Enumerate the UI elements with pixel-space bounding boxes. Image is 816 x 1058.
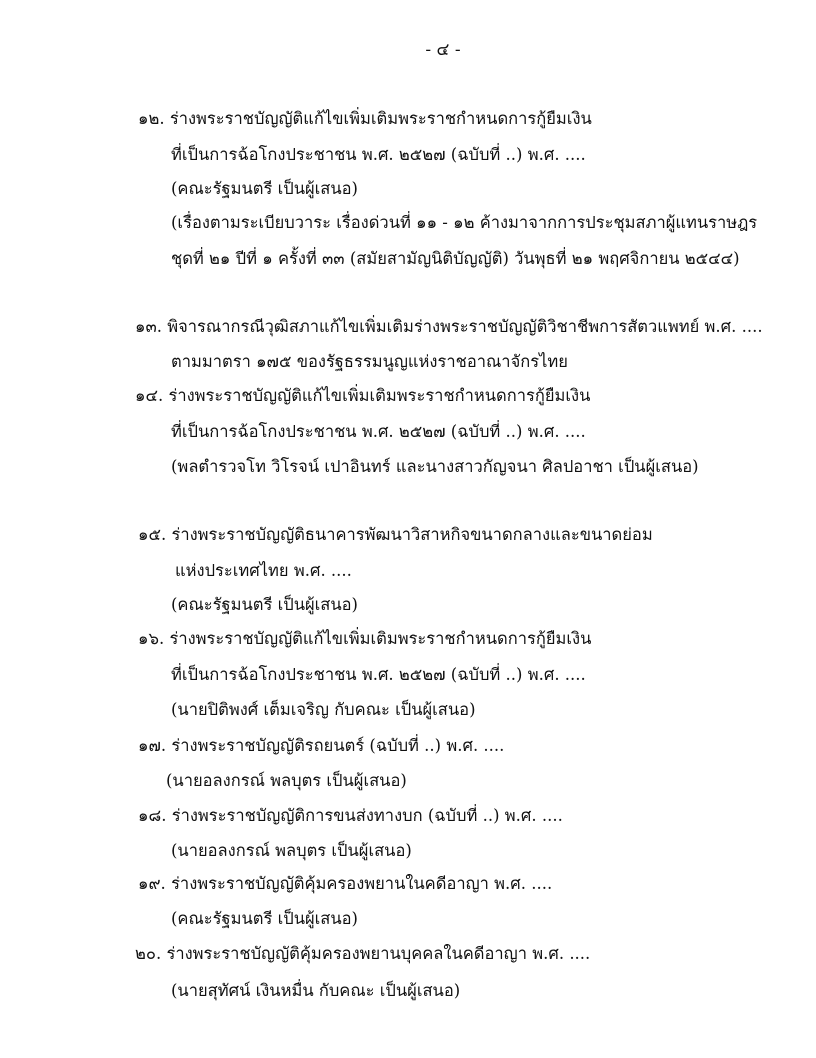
item-title: ร่างพระราชบัญญัติการขนส่งทางบก (ฉบับที่ ..) พ.ศ. .... (171, 806, 563, 825)
agenda-item-12-line: (คณะรัฐมนตรี เป็นผู้เสนอ) (171, 179, 358, 198)
agenda-item-16-title (138, 631, 591, 648)
agenda-item-13-title (135, 319, 763, 336)
agenda-item-17-title (138, 738, 504, 755)
item-title: ร่างพระราชบัญญัติแก้ไขเพิ่มเติมพระราชกำหนดการกู้ยืมเงิน (169, 109, 592, 128)
item-title: ร่างพระราชบัญญัติคุ้มครองพยานบุคคลในคดีอาญา พ.ศ. .... (166, 944, 591, 963)
agenda-item-12-line: (เรื่องตามระเบียบวาระ เรื่องด่วนที่ ๑๑ - ๑๒ ค้างมาจากการประชุมสภาผู้แทนราษฎร (171, 213, 758, 232)
agenda-item-13-line: ตามมาตรา ๑๗๕ ของรัฐธรรมนูญแห่งราชอาณาจักรไทย (171, 352, 568, 371)
agenda-item-17-line: (นายอลงกรณ์ พลบุตร เป็นผู้เสนอ) (166, 771, 407, 790)
agenda-item-16-line: (นายปิติพงศ์ เต็มเจริญ กับคณะ เป็นผู้เสนอ) (171, 700, 476, 719)
item-number: ๑๔. (135, 386, 164, 405)
item-title: ร่างพระราชบัญญัติคุ้มครองพยานในคดีอาญา พ.ศ. .... (171, 874, 553, 893)
agenda-item-18-title (138, 808, 563, 825)
item-title: พิจารณากรณีวุฒิสภาแก้ไขเพิ่มเติมร่างพระราชบัญญัติวิชาชีพการสัตวแพทย์ พ.ศ. .... (167, 317, 763, 336)
agenda-item-15-line: (คณะรัฐมนตรี เป็นผู้เสนอ) (171, 595, 358, 614)
agenda-item-20-line: (นายสุทัศน์ เงินหมื่น กับคณะ เป็นผู้เสนอ) (171, 981, 461, 1000)
agenda-item-16-line: ที่เป็นการฉ้อโกงประชาชน พ.ศ. ๒๕๒๗ (ฉบับที่ ..) พ.ศ. .... (171, 665, 586, 684)
agenda-item-15-line: แห่งประเทศไทย พ.ศ. .... (175, 561, 352, 580)
item-number: ๑๖. (138, 629, 165, 648)
agenda-item-20-title (135, 946, 590, 963)
agenda-item-12-line: ชุดที่ ๒๑ ปีที่ ๑ ครั้งที่ ๓๓ (สมัยสามัญนิติบัญญัติ) วันพุธที่ ๒๑ พฤศจิกายน ๒๕๔๔) (171, 249, 740, 268)
agenda-item-18-line: (นายอลงกรณ์ พลบุตร เป็นผู้เสนอ) (171, 841, 412, 860)
item-number: ๑๙. (138, 874, 166, 893)
agenda-item-12-title (138, 111, 592, 128)
agenda-item-14-line: (พลตำรวจโท วิโรจน์ เปาอินทร์ และนางสาวกัญจนา ศิลปอาชา เป็นผู้เสนอ) (171, 457, 699, 476)
item-number: ๑๘. (138, 806, 167, 825)
item-title: ร่างพระราชบัญญัติรถยนตร์ (ฉบับที่ ..) พ.ศ. .... (171, 736, 505, 755)
agenda-item-12-line: ที่เป็นการฉ้อโกงประชาชน พ.ศ. ๒๕๒๗ (ฉบับที่ ..) พ.ศ. .... (171, 145, 586, 164)
item-number: ๑๓. (135, 317, 162, 336)
agenda-item-19-line: (คณะรัฐมนตรี เป็นผู้เสนอ) (171, 909, 358, 928)
item-title: ร่างพระราชบัญญัติธนาคารพัฒนาวิสาหกิจขนาดกลางและขนาดย่อม (171, 525, 653, 544)
item-title: ร่างพระราชบัญญัติแก้ไขเพิ่มเติมพระราชกำหนดการกู้ยืมเงิน (168, 386, 591, 405)
item-number: ๑๒. (138, 109, 165, 128)
agenda-item-14-title (135, 388, 590, 405)
item-number: ๑๕. (138, 525, 167, 544)
agenda-item-19-title (138, 876, 552, 893)
item-number: ๒๐. (135, 944, 162, 963)
page-number: - ๔ - (425, 40, 461, 60)
item-number: ๑๗. (138, 736, 167, 755)
agenda-item-15-title (138, 527, 653, 544)
item-title: ร่างพระราชบัญญัติแก้ไขเพิ่มเติมพระราชกำหนดการกู้ยืมเงิน (169, 629, 592, 648)
agenda-item-14-line: ที่เป็นการฉ้อโกงประชาชน พ.ศ. ๒๕๒๗ (ฉบับที่ ..) พ.ศ. .... (171, 422, 586, 441)
